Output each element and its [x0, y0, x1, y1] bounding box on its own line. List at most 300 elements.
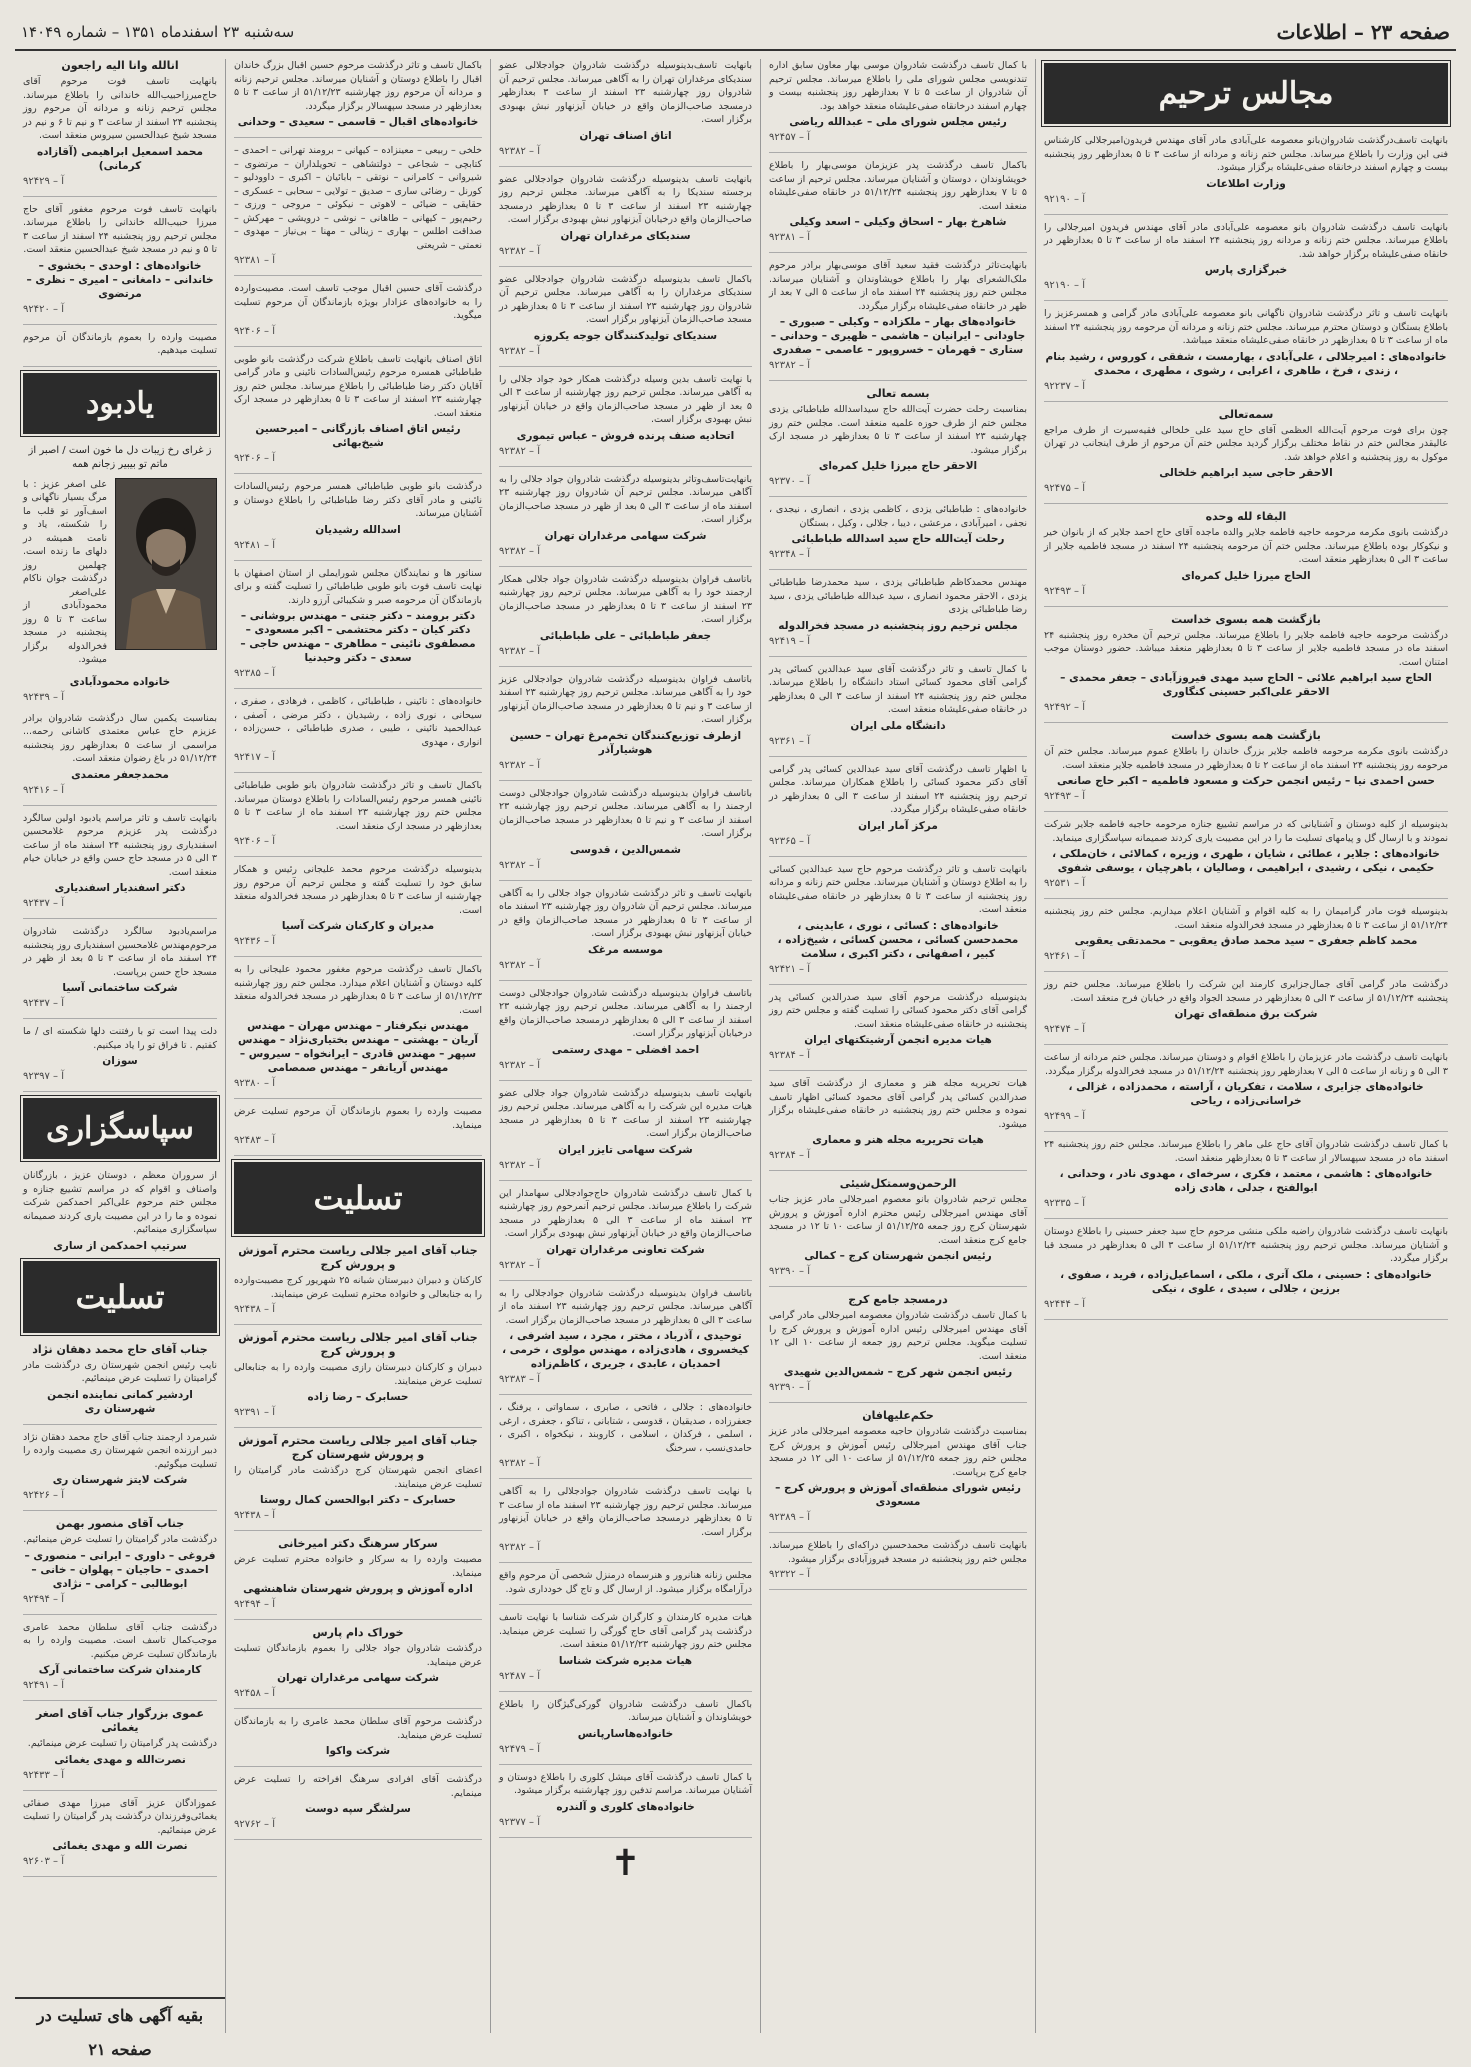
notice-code: آ – ۹۲۳۸۱ [769, 232, 810, 243]
notice-signature: خانواده‌های اقبال – قاسمی – سعیدی – وحدانی [237, 116, 479, 128]
notice-signature: رئیس اتاق اصناف بازرگانی – امیرحسین شیخ‌بهائی [255, 423, 461, 449]
notice-heading: البقاء لله وحده [1205, 510, 1287, 523]
notice [1044, 134, 1448, 206]
notice-signature: حسابرک – دکتر ابوالحسن کمال روستا [260, 1494, 456, 1506]
newspaper-page [15, 15, 1456, 2059]
divider [23, 1614, 217, 1615]
notice-code: آ – ۹۲۳۸۲ [769, 360, 810, 371]
notice-body: مهندس محمدکاظم طباطبائی یزدی ، سید محمدرضا طباطبائی یزدی ، الاحقر محمود انصاری ، سید عبدالله طباطبائی یزدی ، سید رضا طباطبائی یزدی [769, 577, 1027, 615]
notice-body: باتاسف فراوان بدینوسیله درگذشت شادروان جوادجلالی را به آگاهی میرساند. مجلس ترحیم روز چهارشنبه ۲۳ اسفند ماه از ساعت ۳ الی ۵ بعدازظهر در مسجد صاحب‌الزمان برگزار است. [499, 1287, 752, 1326]
divider [1044, 722, 1448, 723]
notice-signature: خانواده‌های : هاشمی ، معتمد ، فکری ، سرخه‌ای ، مهدوی نادر ، وحدانی ، ابوالفتح ، جدلی ، هادی زاده [1059, 1168, 1433, 1194]
divider [499, 1837, 752, 1838]
notice-signature: سندیکای مرغداران تهران [560, 229, 691, 242]
divider [769, 1070, 1027, 1071]
notice-signature: خانواده‌های بهار – ملکزاده – وکیلی – صبوری – جاودانی – ایرانیان – هاشمی – ظهیری – وحدانی – ستاری – قهرمان – خسروپور – عاصمی – صفدری [770, 316, 1026, 356]
divider [769, 252, 1027, 253]
notice [1044, 510, 1448, 598]
notice [234, 1715, 482, 1758]
notice-code: آ – ۹۲۳۸۳ [499, 1374, 540, 1385]
notice-body: درگذشت بانو طوبی طباطبائی همسر مرحوم رئیس‌السادات نائینی و مادر آقای دکتر رضا طباطبائی را باطلاع دوستان و آشنایان میرساند. [234, 481, 482, 519]
divider [234, 772, 482, 773]
banner-sepas: سپاسگزاری [23, 1098, 217, 1159]
notice-body: درگذشت مرحومه حاجیه فاطمه جلایر را باطلاع میرساند. مجلس ترحیم آن مخدره روز پنجشنبه ۲۴ اسفند ماه در مسجد فاطمیه جلایر از ساعت ۳ تا ۵ بعدازظهر منعقد میباشد. حضور دوستان موجب امتنان است. [1044, 629, 1449, 668]
notice [23, 1431, 217, 1503]
page-label: صفحه ۲۳ – اطلاعات [1276, 20, 1450, 44]
notice-code: آ – ۹۲۴۱۷ [234, 752, 275, 763]
divider [499, 1180, 752, 1181]
notice-signature: شرکت ساختمانی آسیا [62, 982, 178, 994]
divider [234, 1155, 482, 1156]
divider [23, 1876, 217, 1877]
notice-signature: رئیس انجمن شهر کرج – شمس‌الدین شهیدی [783, 1366, 1013, 1378]
sepas-signature: سرتیپ احمدکمن از ساری [53, 1239, 187, 1252]
notice-body: هیات تحریریه مجله هنر و معماری از درگذشت آقای سید صدرالدین کسائی پدر گرامی آقای محمود کسائی اظهار تاسف نموده و مجلس ختم روز پنجشنبه در خانقاه صفی‌علیشاه برگزار میشود. [769, 1078, 1027, 1130]
notice-body: بمناسبت یکمین سال درگذشت شادروان برادر عزیزم حاج عباس معتمدی کاشانی رحمه... مراسمی از ساعت ۵ بعدازظهر روز پنجشنبه ۵۱/۱۲/۲۴ در باغ رضوان منعقد است. [23, 712, 218, 764]
notice-body: بانهایت تاسف درگذشت مادر عزیزمان را باطلاع اقوام و دوستان میرساند. مجلس ختم مردانه از ساعت ۳ الی ۵ و زنانه از ساعت ۵ الی ۷ بعدازظهر روز پنجشنبه ۵۱/۱۲/۲۴ در مسجد فخرالدوله برگزار میگردد. [1044, 1052, 1448, 1077]
notice-body: بانهایت‌تاثر درگذشت فقید سعید آقای موسی‌بهار برادر مرحوم ملک‌الشعرای بهار را باطلاع خویشاوندان و آشنایان میرساند. مجلس ختم روز پنجشنبه ۲۴ اسفند ماه از ساعت ۵ الی ۷ بعد از ظهر در خانقاه صفی‌علیشاه برگزار میگردد. [769, 260, 1027, 312]
notice-signature: محمد اسمعیل ابراهیمی (آقازاده کرمانی) [36, 145, 204, 172]
notice-signature: اتحادیه صنف پرنده فروش – عباس تیموری [516, 429, 735, 442]
column-4 [760, 59, 1035, 2033]
notice-body: بانهایت تاسف و تاثر درگذشت شادروان جواد جلالی را به آگاهی میرساند. مجلس ترحیم آن شادروان روز چهارشنبه ۲۳ اسفند ماه از ساعت ۳ تا ۵ بعدازظهر در مسجد صاحب‌الزمان واقع در خیابان آیزنهاور نبش بهبودی برگزار است. [499, 887, 752, 939]
notice-code: آ – ۹۲۳۸۲ [499, 245, 540, 257]
notice-body: باکمال تاسف بدینوسیله درگذشت شادروان جوادجلالی عضو سندیکای مرغداران را به آگاهی میرساند. مجلس ترحیم آن شادروان روز چهارشنبه ۲۳ اسفند از ساعت ۳ تا ۵ بعدازظهر در مسجد صاحب‌الزمان آیزنهاور برگزار است. [499, 273, 753, 325]
notice [769, 387, 1027, 488]
banner-tasliyat: تسلیت [234, 1162, 482, 1234]
notice-code: آ – ۹۲۴۰۶ [234, 325, 275, 337]
notice [769, 259, 1027, 372]
notice-body: بانهایت تاسف‌درگذشت شادروان‌بانو معصومه علی‌آبادی مادر آقای مهندس فریدون‌امیرجلالی کارشناس فنی این وزارت را باطلاع میرساند. مجلس ختم زنانه و مردانه از ساعت ۳ تا ۵ بعدازظهر روز پنجشنبه بیست و چهارم اسفند درخانقاه صفی‌علیشاه برگزار میشود. [1044, 135, 1449, 173]
notice-body: بدینوسیله درگذشت مرحوم آقای سید صدرالدین کسائی پدر گرامی آقای دکتر محمود کسائی را تسلیت گفته و مجلس ختم روز پنجشنبه در خانقاه صفی‌علیشاه منعقد است. [769, 991, 1027, 1030]
notice-heading: حکم‌علیهافان [862, 1409, 934, 1422]
divider [23, 366, 217, 367]
notice-signature: شمس‌الدین ، قدوسی [570, 843, 681, 856]
notice-code: آ – ۹۲۳۸۲ [499, 145, 540, 157]
notice-code: آ – ۹۲۳۶۵ [769, 835, 810, 847]
notice-code: آ – ۹۲۷۶۲ [234, 1819, 275, 1830]
notice-code: آ – ۹۲۴۳۳ [23, 1769, 64, 1781]
notice-code: آ – ۹۲۴۷۴ [1044, 1024, 1085, 1035]
notice-signature: دکتر اسفندیار اسفندیاری [54, 882, 186, 894]
notice-body: کارکنان و دبیران دبیرستان شبانه ۲۵ شهریور کرج مصیبت‌وارده را به جنابعالی و خانواده محترم تسلیت عرض مینمایند. [234, 1275, 482, 1300]
notice [769, 1177, 1027, 1278]
notice-code: آ – ۹۲۳۸۲ [499, 545, 540, 557]
notice-body: مراسم‌یادبود سالگرد درگذشت شادروان مرحوم‌مهندس غلامحسین اسفندیاری روز پنجشنبه ۲۴ اسفند ماه از ساعت ۳ تا ۵ بعد از ظهر در مسجد حاج حسن برپاست. [23, 926, 217, 978]
notice-body: مصیبت وارده را به سرکار و خانواده محترم تسلیت عرض مینماید. [234, 1554, 482, 1579]
divider [769, 1532, 1027, 1533]
divider [1044, 1218, 1448, 1219]
notice-body: باکمال تاسف درگذشت پدر عزیزمان موسی‌بهار را باطلاع خویشاوندان ، دوستان و آشنایان میرساند. مجلس ترحیم از ساعت ۵ تا ۷ بعدازظهر روز پنجشنبه ۵۱/۱۲/۲۴ در خانقاه صفی‌علیشاه منعقد است. [769, 160, 1027, 212]
notice [234, 144, 482, 267]
divider [23, 1790, 217, 1791]
notice [234, 480, 482, 552]
notice-signature: مرکز آمار ایران [858, 819, 938, 832]
notice-body: با کمال تاسف درگذشت شادروان آقای حاج علی ماهر را باطلاع میرساند. مجلس ختم روز پنجشنبه ۲۴ اسفند ماه در مسجد سپهسالار از ساعت ۳ تا ۵ بعدازظهر منعقد است. [1044, 1139, 1448, 1164]
divider [23, 1424, 217, 1425]
notice-body: با کمال تاسف و تاثر درگذشت آقای سید عبدالدین کسائی پدر گرامی آقای محمود کسائی استاد دانشگاه را باطلاع میرساند. مجلس ختم روز پنجشنبه ۲۴ اسفند از ساعت ۳ الی ۵ بعدازظهر در خانقاه صفی‌علیشاه منعقد است. [769, 663, 1027, 715]
notice-signature: دانشگاه ملی ایران [850, 719, 946, 732]
notice-signature: خانواده‌های کلوری و آلندره [556, 1800, 695, 1813]
divider [234, 137, 482, 138]
notice-body: بدینوسیله از کلیه دوستان و آشنایانی که در مراسم تشییع جنازه مرحومه حاجیه فاطمه جلایر شرکت نمودند و با ارسال گل و پیامهای تسلیت ما را در این مصیبت یاری کردند صمیمانه سپاسگزاری مینماید. [1044, 819, 1448, 844]
notice-body: شیرمرد ارجمند جناب آقای حاج محمد دهقان نژاد دبیر ارزنده انجمن شهرستان ری مصیبت وارده را تسلیت میگوئیم. [23, 1431, 217, 1470]
notice-body: درگذشت جناب آقای سلطان محمد عامری موجب‌کمال تاسف است. مصیبت وارده را به بازماندگان تسلیت عرض میکنیم. [23, 1621, 217, 1660]
notice [234, 1105, 482, 1147]
notice-code: آ – ۹۲۴۳۷ [23, 898, 64, 909]
divider [234, 1427, 482, 1428]
notice-body: با نهایت تاسف درگذشت شادروان جوادجلالی را به آگاهی میرساند. مجلس ترحیم روز چهارشنبه ۲۳ اسفند ماه از ساعت ۳ تا ۵ بعدازظهر درمسجد صاحب‌الزمان واقع در خیابان آیزنهاور برگزار است. [499, 1486, 752, 1538]
notice-signature: حسابرک – رضا زاده [307, 1391, 409, 1403]
notice-code: آ – ۹۲۴۶۱ [1044, 951, 1085, 962]
notice [1044, 905, 1448, 963]
notice-code: آ – ۹۲۴۹۳ [1044, 791, 1085, 802]
notice-body: بمناسبت درگذشت شادروان حاجیه معصومه امیرجلالی مادر عزیز جناب آقای مهندس امیرجلالی رئیس آموزش و پرورش کرج مجلس ختم روز جمعه ۵۱/۱۲/۲۵ از ساعت ۱۰ الی ۱۲ در مسجد جامع کرج برپاست. [769, 1426, 1027, 1478]
notice-signature: الاحقر حاج میرزا خلیل کمره‌ای [818, 460, 978, 472]
notices-col1-after [23, 712, 217, 1093]
divider [23, 1510, 217, 1511]
notice [23, 1621, 217, 1693]
notice-body: درگذشت مادر گرامی آقای جمال‌جزایری کارمند این شرکت را باطلاع میرساند. مجلس ختم روز پنجشنبه ۵۱/۱۲/۲۴ از ساعت ۳ الی ۵ بعدازظهر در مسجد الجواد واقع در خیابان فرح منعقد است. [1044, 979, 1448, 1004]
notice [1044, 978, 1448, 1036]
notice-signature: شرکت سهامی تایزر ایران [558, 1143, 693, 1156]
notice [499, 273, 752, 358]
notice-signature: شرکت واکوا [325, 1745, 391, 1757]
notice-code: آ – ۹۲۴۹۳ [1044, 585, 1085, 597]
notice-body: خانواده‌های : نائینی ، طباطبائی ، کاظمی ، فرهادی ، صفری ، سیحانی ، نوری زاده ، رشیدیان ، دکتر مرضی ، آصفی ، عبدالحمید نائینی ، طیبی ، صدری طباطبائی ، حسن‌زاده ، انواری ، مهدوی [234, 696, 482, 748]
notice [234, 779, 482, 848]
notice-heading: جناب آقای امیر جلالی ریاست محترم آموزش و پرورش شهرستان کرج [238, 1434, 478, 1461]
divider [1044, 503, 1448, 504]
issue-line: سه‌شنبه ۲۳ اسفندماه ۱۳۵۱ – شماره ۱۴۰۴۹ [21, 23, 295, 41]
sepas-notice [23, 1169, 217, 1253]
notices-tasliyat-left [23, 1343, 217, 1878]
notice-signature: اداره آموزش و پرورش شهرستان شاهنشهی [243, 1583, 473, 1595]
divider [23, 1018, 217, 1019]
notice-heading: سمه‌تعالی [1218, 407, 1274, 421]
notice-code: آ – ۹۲۴۲۱ [769, 963, 810, 975]
notice [234, 963, 482, 1090]
notice-code: آ – ۹۲۳۷۰ [769, 476, 810, 487]
notice-code: آ – ۹۲۴۲۰ [23, 303, 64, 315]
notice-body: درگذشت مادر گرامیتان را تسلیت عرض مینمائیم. [23, 1534, 217, 1545]
notice-signature: خانواده‌های : کسائی ، نوری ، عابدینی ، محمدحسن کسائی ، محسن کسائی ، شیخ‌زاده ، کبیر ، اصفهانی ، دکتر اکبری ، سلامت [777, 919, 1019, 960]
column-majles [1035, 59, 1456, 2033]
notice [499, 1698, 752, 1756]
notice-body: باکمال تاسف و تاثر درگذشت شادروان بانو طوبی طباطبائی نائینی همسر مرحوم رئیس‌السادات را باطلاع دوستان میرساند. مجلس ختم روز چهارشنبه ۲۳ اسفند ماه از ساعت ۳ تا ۵ بعدازظهر در مسجد ارک منعقد است. [234, 780, 482, 832]
divider [234, 956, 482, 957]
divider [234, 1708, 482, 1709]
notice-code: آ – ۹۲۴۳۶ [234, 936, 275, 947]
notice [1044, 613, 1448, 715]
notice [234, 695, 482, 764]
divider [1044, 1131, 1448, 1132]
yadbud-signature: خانواده محمودآبادی [69, 675, 171, 688]
divider [769, 1589, 1027, 1590]
notice-heading: عموی بزرگوار جناب آقای اصغر یغمائی [35, 1707, 205, 1734]
notice-signature: نصرت‌الله و مهدی یغمائی [54, 1753, 186, 1766]
divider [499, 1764, 752, 1765]
notice [499, 1087, 752, 1172]
notice [23, 331, 217, 358]
divider [499, 666, 752, 667]
divider [234, 1530, 482, 1531]
notices-col2 [234, 59, 482, 1156]
notice-code: آ – ۹۲۳۸۲ [499, 759, 540, 771]
notice-body: بانهایت تاسف فوت مرحوم مغفور آقای حاج میرزا حبیب‌الله خاندانی را باطلاع میرساند. مجلس ترحیم روز پنجشنبه ۲۴ اسفند از ساعت ۳ تا ۵ و نیم در مسجد شیخ عبدالحسین منعقد است. [23, 203, 217, 255]
divider [234, 856, 482, 857]
notice [499, 1485, 752, 1554]
notice-body: با کمال تاسف درگذشت شادروان معصومه امیرجلالی مادر گرامی آقای مهندس امیرجلالی رئیس اداره آموزش و پرورش کرج را تسلیت میگوید. مجلس ترحیم روز جمعه از ساعت ۱۰ الی ۱۲ منعقد است. [769, 1310, 1028, 1362]
portrait-figure [116, 479, 216, 649]
notice-signature: محمد کاظم جعفری – سید محمد صادق یعقوبی – محمدتقی یعقوبی [1074, 935, 1418, 947]
notice-code: آ – ۹۲۳۸۵ [234, 668, 275, 679]
divider [1044, 214, 1448, 215]
notices-col1 [23, 59, 217, 367]
notice [234, 1773, 482, 1831]
notice-body: بانهایت تاسف بدینوسیله درگذشت شادروان جوادجلالی عضو برجسته سندیکا را به آگاهی میرساند. مجلس ترحیم روز چهارشنبه ۲۳ اسفند از ساعت ۳ تا ۵ بعدازظهر درمسجد صاحب‌الزمان واقع درخیابان آیزنهاور نبش بهبودی برگزار است. [499, 173, 752, 225]
notice-code: آ – ۹۲۴۲۹ [23, 175, 64, 187]
yadbud-code: آ – ۹۲۴۳۹ [23, 691, 64, 703]
notice-code: آ – ۹۲۴۴۴ [1044, 1298, 1085, 1310]
notice [769, 1077, 1027, 1162]
notice [234, 1244, 482, 1316]
notice-code: آ – ۹۲۴۷۹ [499, 1743, 540, 1755]
notice-body: درگذشت پدر گرامیتان را تسلیت عرض مینمائیم. [27, 1738, 217, 1749]
notice-code: آ – ۹۲۴۹۲ [1044, 702, 1085, 713]
notice-code: آ – ۹۲۴۹۴ [234, 1599, 275, 1610]
notice-signature: اردشیر کمانی نماینده انجمن شهرستان ری [47, 1388, 193, 1415]
notice-code: آ – ۹۲۳۸۰ [234, 1078, 275, 1089]
notice [234, 863, 482, 948]
notice-signature: کارمندان شرکت ساختمانی آرک [38, 1664, 202, 1676]
notice-signature: هیات تحریریه مجله هنر و معماری [812, 1134, 984, 1146]
notice-body: مجلس ترحیم شادروان بانو معصوم امیرجلالی مادر عزیز جناب آقای مهندس امیرجلالی رئیس محترم اداره آموزش و پرورش شهرستان کرج روز جمعه ۵۱/۱۲/۲۵ از ساعت ۱۰ تا ۱۲ در مسجد جامع کرج منعقد است. [769, 1194, 1028, 1246]
notice-signature: هیات مدیره شرکت شناسا [558, 1654, 693, 1667]
yadbud-poem: ز غرای رخ زیبات دل ما خون است / اصبر از ماتم تو بیبیر زجانم همه [28, 444, 212, 470]
yadbud-signature-block [23, 675, 217, 704]
notice [769, 1539, 1027, 1581]
notice-code: آ – ۹۲۴۱۹ [769, 635, 810, 647]
notice [23, 1025, 217, 1083]
notice [769, 159, 1027, 244]
notice-signature: محمدجعفر معتمدی [71, 768, 169, 781]
notices-col5 [1044, 134, 1448, 1320]
banner-majles: مجالس ترحیم [1044, 63, 1448, 124]
divider [499, 366, 752, 367]
notice [499, 1771, 752, 1829]
notice-signature: دکتر برومند – دکتر جنتی – مهندس بروشانی – دکتر کیان – دکتر محتشمی – اکبر مسعودی – مصطفوی نائینی – مطاهری – مهندس حاجی – سعدی – دکتر وحیدنیا [240, 610, 476, 664]
divider [499, 1478, 752, 1479]
notice-code: آ – ۹۲۴۰۶ [234, 453, 275, 464]
notice-code: آ – ۹۲۴۹۹ [1044, 1111, 1085, 1122]
notice-heading: بازگشت همه بسوی خداست [1171, 612, 1321, 626]
notice-heading: بسمه تعالی [866, 387, 930, 400]
notice-signature: اسدالله رشیدیان [315, 523, 401, 536]
divider [499, 566, 752, 567]
divider [234, 1839, 482, 1840]
notice-code: آ – ۹۲۳۸۲ [499, 1542, 540, 1553]
notice [23, 1707, 217, 1782]
notice-signature: وزارت اطلاعات [1206, 177, 1286, 190]
notice-body: بانهایت تاسف و تاثر مراسم یادبود اولین سالگرد درگذشت پدر عزیزم مرحوم غلامحسین اسفندیاری روز پنجشنبه ۲۴ اسفند ماه از ساعت ۳ الی ۵ در مسجد حاج حسن واقع در خیابان خیام منعقد است. [23, 812, 217, 878]
notice [234, 1331, 482, 1419]
notice-body: باکمال تاسف درگذشت شادروان گورکی‌گیژگان را باطلاع خویشاوندان و آشنایان میرساند. [499, 1698, 752, 1723]
notice-code: آ – ۹۲۳۸۲ [499, 859, 540, 871]
notice-body: با اظهار تاسف درگذشت آقای سید عبدالدین کسائی پدر گرامی آقای دکتر محمود کسائی را باطلاع همکاران میرساند. مجلس ترحیم روز پنجشنبه ۲۴ اسفند از ساعت ۳ الی ۵ بعدازظهر در خانقاه صفی‌علیشاه برگزار میگردد. [769, 763, 1027, 815]
notice-code: آ – ۹۲۳۹۱ [234, 1407, 275, 1418]
notice-heading: انالله وانا الیه راجعون [61, 59, 179, 72]
notice-code: آ – ۹۲۳۸۲ [499, 1059, 540, 1071]
notice-code: آ – ۹۲۳۸۲ [499, 1159, 540, 1171]
notice [769, 863, 1027, 976]
notices-col3 [499, 59, 752, 1838]
notice [1044, 307, 1448, 393]
divider [499, 780, 752, 781]
notice-code: آ – ۹۲۳۸۱ [234, 255, 275, 266]
divider [234, 1766, 482, 1767]
notice-code: آ – ۹۲۴۹۱ [23, 1680, 64, 1691]
notice-body: بانهایت تاسف فوت مرحوم آقای حاج‌میرزاحبیب‌الله خاندانی را باطلاع میرساند. مجلس ترحیم زنانه و مردانه آن مرحوم روز پنجشنبه ۲۴ اسفند از ساعت ۳ و نیم تا ۶ و نیم در مسجد شیخ عبدالحسین سیروس منعقد است. [23, 76, 217, 141]
notices-tasliyat-right [234, 1244, 482, 1840]
notice-signature: توحیدی ، آذرباد ، مختر ، مجرد ، سید اشرفی ، کیخسروی ، هادی‌زاده ، مهندس مولوی ، خرمی ، احمدیان ، عابدی ، جریری ، کاظم‌زاده [502, 1330, 749, 1370]
notice-signature: اتاق اصناف تهران [579, 129, 672, 142]
notice-heading: بازگشت همه بسوی خداست [1171, 729, 1321, 742]
notice-signature: فروغی – داوری – ایرانی – منصوری – احمدی – حاجیان – پهلوان – خانی – ابوطالبی – کرامی – نژادی [24, 1549, 216, 1590]
notice-body: درگذشت بانوی مکرمه مرحومه حاجیه فاطمه جلایر والده ماجده آقای حاج احمد جلایر که از بانوان خیر و نیکوکار بوده باطلاع میرساند. مجلس ختم آن مرحومه پنجشنبه ۲۴ اسفند در مسجد فاطمیه جلایر از ساعت ۳ الی ۵ بعدازظهر منعقد است. [1044, 527, 1448, 565]
notice [499, 1611, 752, 1683]
notice-code: آ – ۹۲۳۹۰ [769, 1266, 810, 1277]
notice [234, 1626, 482, 1700]
notice-signature: مدیران و کارکنان شرکت آسیا [281, 920, 435, 932]
notice-body: اعضای انجمن شهرستان کرج درگذشت مادر گرامیتان را تسلیت عرض مینمایند. [234, 1465, 482, 1490]
notice [1044, 408, 1448, 496]
divider [499, 980, 752, 981]
notice-body: دبیران و کارکنان دبیرستان رازی مصیبت وارده را به جنابعالی تسلیت عرض مینمایند. [234, 1362, 482, 1387]
notice-signature: خانواده‌های : حسینی ، ملک آتری ، ملکی ، اسماعیل‌زاده ، فرید ، صفوی ، برزین ، جلالی ، سیدی ، علوی ، نیکی [1060, 1268, 1432, 1295]
divider [234, 688, 482, 689]
notice-code: آ – ۹۲۳۴۸ [769, 549, 810, 560]
notice [1044, 729, 1448, 803]
notice-code: آ – ۹۲۴۷۵ [1044, 483, 1085, 494]
notice-code: آ – ۹۲۳۶۱ [769, 735, 810, 747]
notice-body: درگذشت شادروان جواد جلالی را بعموم بازماندگان تسلیت عرض مینماید. [234, 1643, 482, 1668]
notice-code: آ – ۹۲۵۳۱ [1044, 878, 1085, 889]
notice [23, 59, 217, 188]
notice-body: باتاسف فراوان بدینوسیله درگذشت شادروان جوادجلالی دوست ارجمند را به آگاهی میرساند. مجلس ترحیم روز چهارشنبه ۲۳ اسفند از ساعت ۳ الی ۵ بعدازظهر درمسجد صاحب‌الزمان واقع درخیابان آیزنهاور برگزار است. [499, 987, 752, 1039]
notice-code: آ – ۹۲۶۰۳ [23, 1856, 64, 1867]
notice-signature: مهندس نیکرفتار – مهندس مهران – مهندس آریان – بهشتی – مهندس بختیاری‌نژاد – مهندس سپهر – مهندس قادری – ایرانخواه – سیروس – مهندس آریانفر – مهندس صمصامی [238, 1020, 478, 1074]
notice-body: هیات مدیره کارمندان و کارگران شرکت شناسا با نهایت تاسف درگذشت پدر گرامی آقای حاج گورگی را تسلیت عرض مینماید. مجلس ختم روز چهارشنبه ۵۱/۱۲/۲۳ منعقد است. [499, 1612, 752, 1650]
sepas-text: از سروران معظم ، دوستان عزیز ، بازرگانان واصناف و اقوام که در مراسم تشییع جنازه و مجلس ختم مرحوم علی‌اکبر احمدکمن شرکت نموده و ما را در این مصیبت یاری کردند صمیمانه سپاسگزاری مینمائیم. [23, 1170, 217, 1235]
notice-body: بمناسبت رحلت حضرت آیت‌الله حاج سیداسدالله طباطبائی یزدی مجلس ختم از طرف حوزه علمیه منعقد است. مجلس ختم روز چهارشنبه ۲۳ اسفند از ساعت ۳ تا ۵ بعدازظهر در مسجد ارک برگزار میشود. [769, 404, 1027, 456]
notice-code: آ – ۹۲۳۳۵ [1044, 1198, 1085, 1209]
notice-body: خانواده‌های : جلالی ، فاتحی ، صابری ، سماواتی ، یرفنگ ، جعفرزاده ، صدیقیان ، قدوسی ، شتابانی ، تناکو ، جعفری ، ارغی ، اسلمی ، فرکدان ، اسلامی ، کاروبند ، نیکخواه ، اکبری ، حامدی‌نسب ، سرخنگ [499, 1402, 752, 1454]
notice-body: چون برای فوت مرحوم آیت‌الله العظمی آقای حاج سید علی خلخالی فقیه‌سیرت از طرف مراجع عالیقدر مجالس ختم در نقاط مختلف برگزار گردید مجلس ختم آن مرحوم از طرف اینجانب در تهران موکول به روز پنجشنبه و اعلام خواهد شد. [1044, 424, 1448, 463]
notice-code: آ – ۹۲۴۸۱ [234, 539, 275, 551]
notice-code: آ – ۹۲۳۸۹ [769, 1512, 810, 1523]
notice-body: بانهایت تاسف‌بدینوسیله درگذشت شادروان جوادجلالی عضو سندیکای مرغداران تهران را به آگاهی میرساند. مجلس ترحیم آن شادروان روز چهارشنبه ۲۳ اسفند از ساعت ۳ بعدازظهر درمسجد صاحب‌الزمان واقع در خیابان آیزنهاور نبش بهبودی برگزار است. [499, 60, 752, 125]
notice-code: آ – ۹۲۳۸۲ [499, 1458, 540, 1469]
notice-signature: رئیس شورای منطقه‌ای آموزش و پرورش کرج – مسعودی [775, 1482, 1021, 1508]
divider [499, 266, 752, 267]
notice-signature: رئیس انجمن شهرستان کرج – کمالی [804, 1250, 992, 1262]
notice [234, 1434, 482, 1522]
notice [23, 925, 217, 1010]
notice-code: آ – ۹۲۴۱۶ [23, 784, 64, 796]
notice-body: بانهایت تاسف درگذشت شادروان راضیه ملکی منشی مرحوم حاج سید جعفر حسینی را باطلاع دوستان و آشنایان میرساند. مجلس ترحیم روز پنجشنبه ۵۱/۱۲/۲۴ از ساعت ۳ الی ۵ بعدازظهر در مسجد قبا برگزار میگردد. [1044, 1226, 1448, 1264]
divider [23, 918, 217, 919]
notice-body: بدینوسیله درگذشت مرحوم محمد علیجانی رئیس و همکار سابق خود را تسلیت گفته و مجلس ترحیم آن مرحوم روز چهارشنبه از ساعت ۳ تا ۵ بعدازظهر در مسجد فخرالدوله منعقد است. [234, 864, 482, 916]
banner-tasliyat-2: تسلیت [23, 1261, 217, 1333]
notice [1044, 1138, 1448, 1210]
divider [499, 1604, 752, 1605]
notice-body: با کمال تاسف درگذشت شادروان حاج‌جوادجلالی سهامدار این شرکت را باطلاع میرساند. مجلس ترحیم آنمرحوم روز چهارشنبه ۲۳ اسفند ماه از ساعت ۳ الی ۵ بعدازظهر در مسجد صاحب‌الزمان واقع در خیابان آیزنهاور نبش بهبودی برگزار است. [499, 1187, 752, 1239]
notice [499, 673, 752, 772]
divider [234, 560, 482, 561]
divider [23, 324, 217, 325]
divider [1044, 811, 1448, 812]
notice [499, 1401, 752, 1470]
notice-body: خلخی – ربیعی – معینزاده – کیهانی – برومند تهرانی – احمدی – کتابچی – شجاعی – دولتشاهی – تحویلداران – مرتضوی – شیروانی – کامرانی – نوتقی – بابائیان – اکبری – داوودلیو – کورنل – رضائی ساری – صدیق – تولایی – سحابی – عسکری – حقایقی – ضیائی – لاهوتی – نیکوئی – مروجی – ورزی – رحیم‌پور – کیهانی – طاهانی – نوشی – درویشی – مهرکش – صداقت اطلس – بهاری – زینالی – مهنا – بی‌نیاز – مهدوی – نعمتی – شریعتی [234, 145, 482, 251]
notice-code: آ – ۹۲۳۷۷ [499, 1816, 540, 1828]
notice-signature: خانواده‌هاسارپانس [577, 1727, 674, 1740]
notice-signature: ازطرف توزیع‌کنندگان تخم‌مرغ تهران – حسین هوشیارآذر [509, 729, 742, 756]
divider [234, 1098, 482, 1099]
notice [234, 1537, 482, 1611]
divider [769, 856, 1027, 857]
divider [499, 1691, 752, 1692]
divider [769, 756, 1027, 757]
cross-icon: ✝ [610, 1842, 641, 1884]
divider [499, 880, 752, 881]
notice-code: آ – ۹۲۴۳۷ [23, 998, 64, 1009]
notice-signature: شاهرخ بهار – اسحاق وکیلی – اسعد وکیلی [789, 216, 1007, 228]
notice-code: آ – ۹۲۳۹۷ [23, 1071, 64, 1082]
notice-heading: جناب آقای منصور بهمن [55, 1517, 185, 1530]
notice [499, 473, 752, 558]
divider [499, 1280, 752, 1281]
notice-code: آ – ۹۲۴۰۶ [234, 836, 275, 847]
notice-signature: نصرت الله و مهدی یغمائی [52, 1840, 188, 1852]
notice-code: آ – ۹۲۳۸۴ [769, 1150, 810, 1161]
notice-signature: جعفر طباطبائی – علی طباطبائی [539, 629, 712, 642]
notice-signature: رئیس مجلس شورای ملی – عبدالله ریاضی [789, 116, 1007, 128]
notice-code: آ – ۹۲۳۸۲ [499, 345, 540, 357]
notice [1044, 1225, 1448, 1311]
portrait-photo [115, 478, 217, 650]
notice-code: آ – ۹۲۴۳۸ [234, 1304, 275, 1315]
divider [1044, 606, 1448, 607]
notice-heading: الرحمن‌وسمتکل‌شیئی [839, 1177, 957, 1190]
notice [23, 1343, 217, 1416]
notice [1044, 221, 1448, 293]
notice-body: باتاسف فراوان بدینوسیله درگذشت شادروان جوادجلالی دوست ارجمند را به آگاهی میرساند. مجلس ترحیم روز چهارشنبه ۲۳ اسفند از ساعت ۳ و نیم تا ۵ بعدازظهر در مسجد صاحب‌الزمان برگزار است. [499, 787, 752, 839]
notice-code: آ – ۹۲۴۵۸ [234, 1688, 275, 1699]
notice-body: بانهایت تاسف و تاثر درگذشت مرحوم حاج سید عبدالدین کسائی را به اطلاع دوستان و آشنایان میرساند. مجلس ختم زنانه و مردانه روز پنجشنبه از ساعت ۳ تا ۵ بعدازظهر در خانقاه صفی‌علیشاه منعقد است. [769, 863, 1028, 915]
notice-code: آ – ۹۲۴۸۳ [234, 1135, 275, 1146]
notice [499, 59, 752, 158]
divider [1044, 1319, 1448, 1320]
columns [15, 59, 1456, 2033]
divider [769, 1170, 1027, 1171]
banner-yadbud: یادبود [23, 373, 217, 434]
notice-code: آ – ۹۲۱۹۰ [1044, 193, 1085, 205]
notice-body: مجلس زنانه‌ هنانرور و هنرسماه درمنزل شخصی آن مرحوم واقع درآرامگاه برگزار میشود. از ارسال گل و تاج گل خودداری شود. [499, 1570, 752, 1595]
notice-body: با کمال تاسف درگذشت شادروان موسی بهار معاون سابق اداره تندنویسی مجلس شورای ملی را باطلاع میرساند. مجلس ترحیم آن شادروان از ساعت ۵ تا ۷ بعدازظهر روز پنجشنبه بیست و چهارم اسفند درخانقاه صفی‌علیشاه منعقد خواهد بود. [769, 60, 1027, 112]
notice-body: دلت پیدا است تو با رفتنت دلها شکسته ای / ما کفتیم . تا فراق تو را یاد میکنیم. [23, 1026, 217, 1051]
divider [499, 1562, 752, 1563]
